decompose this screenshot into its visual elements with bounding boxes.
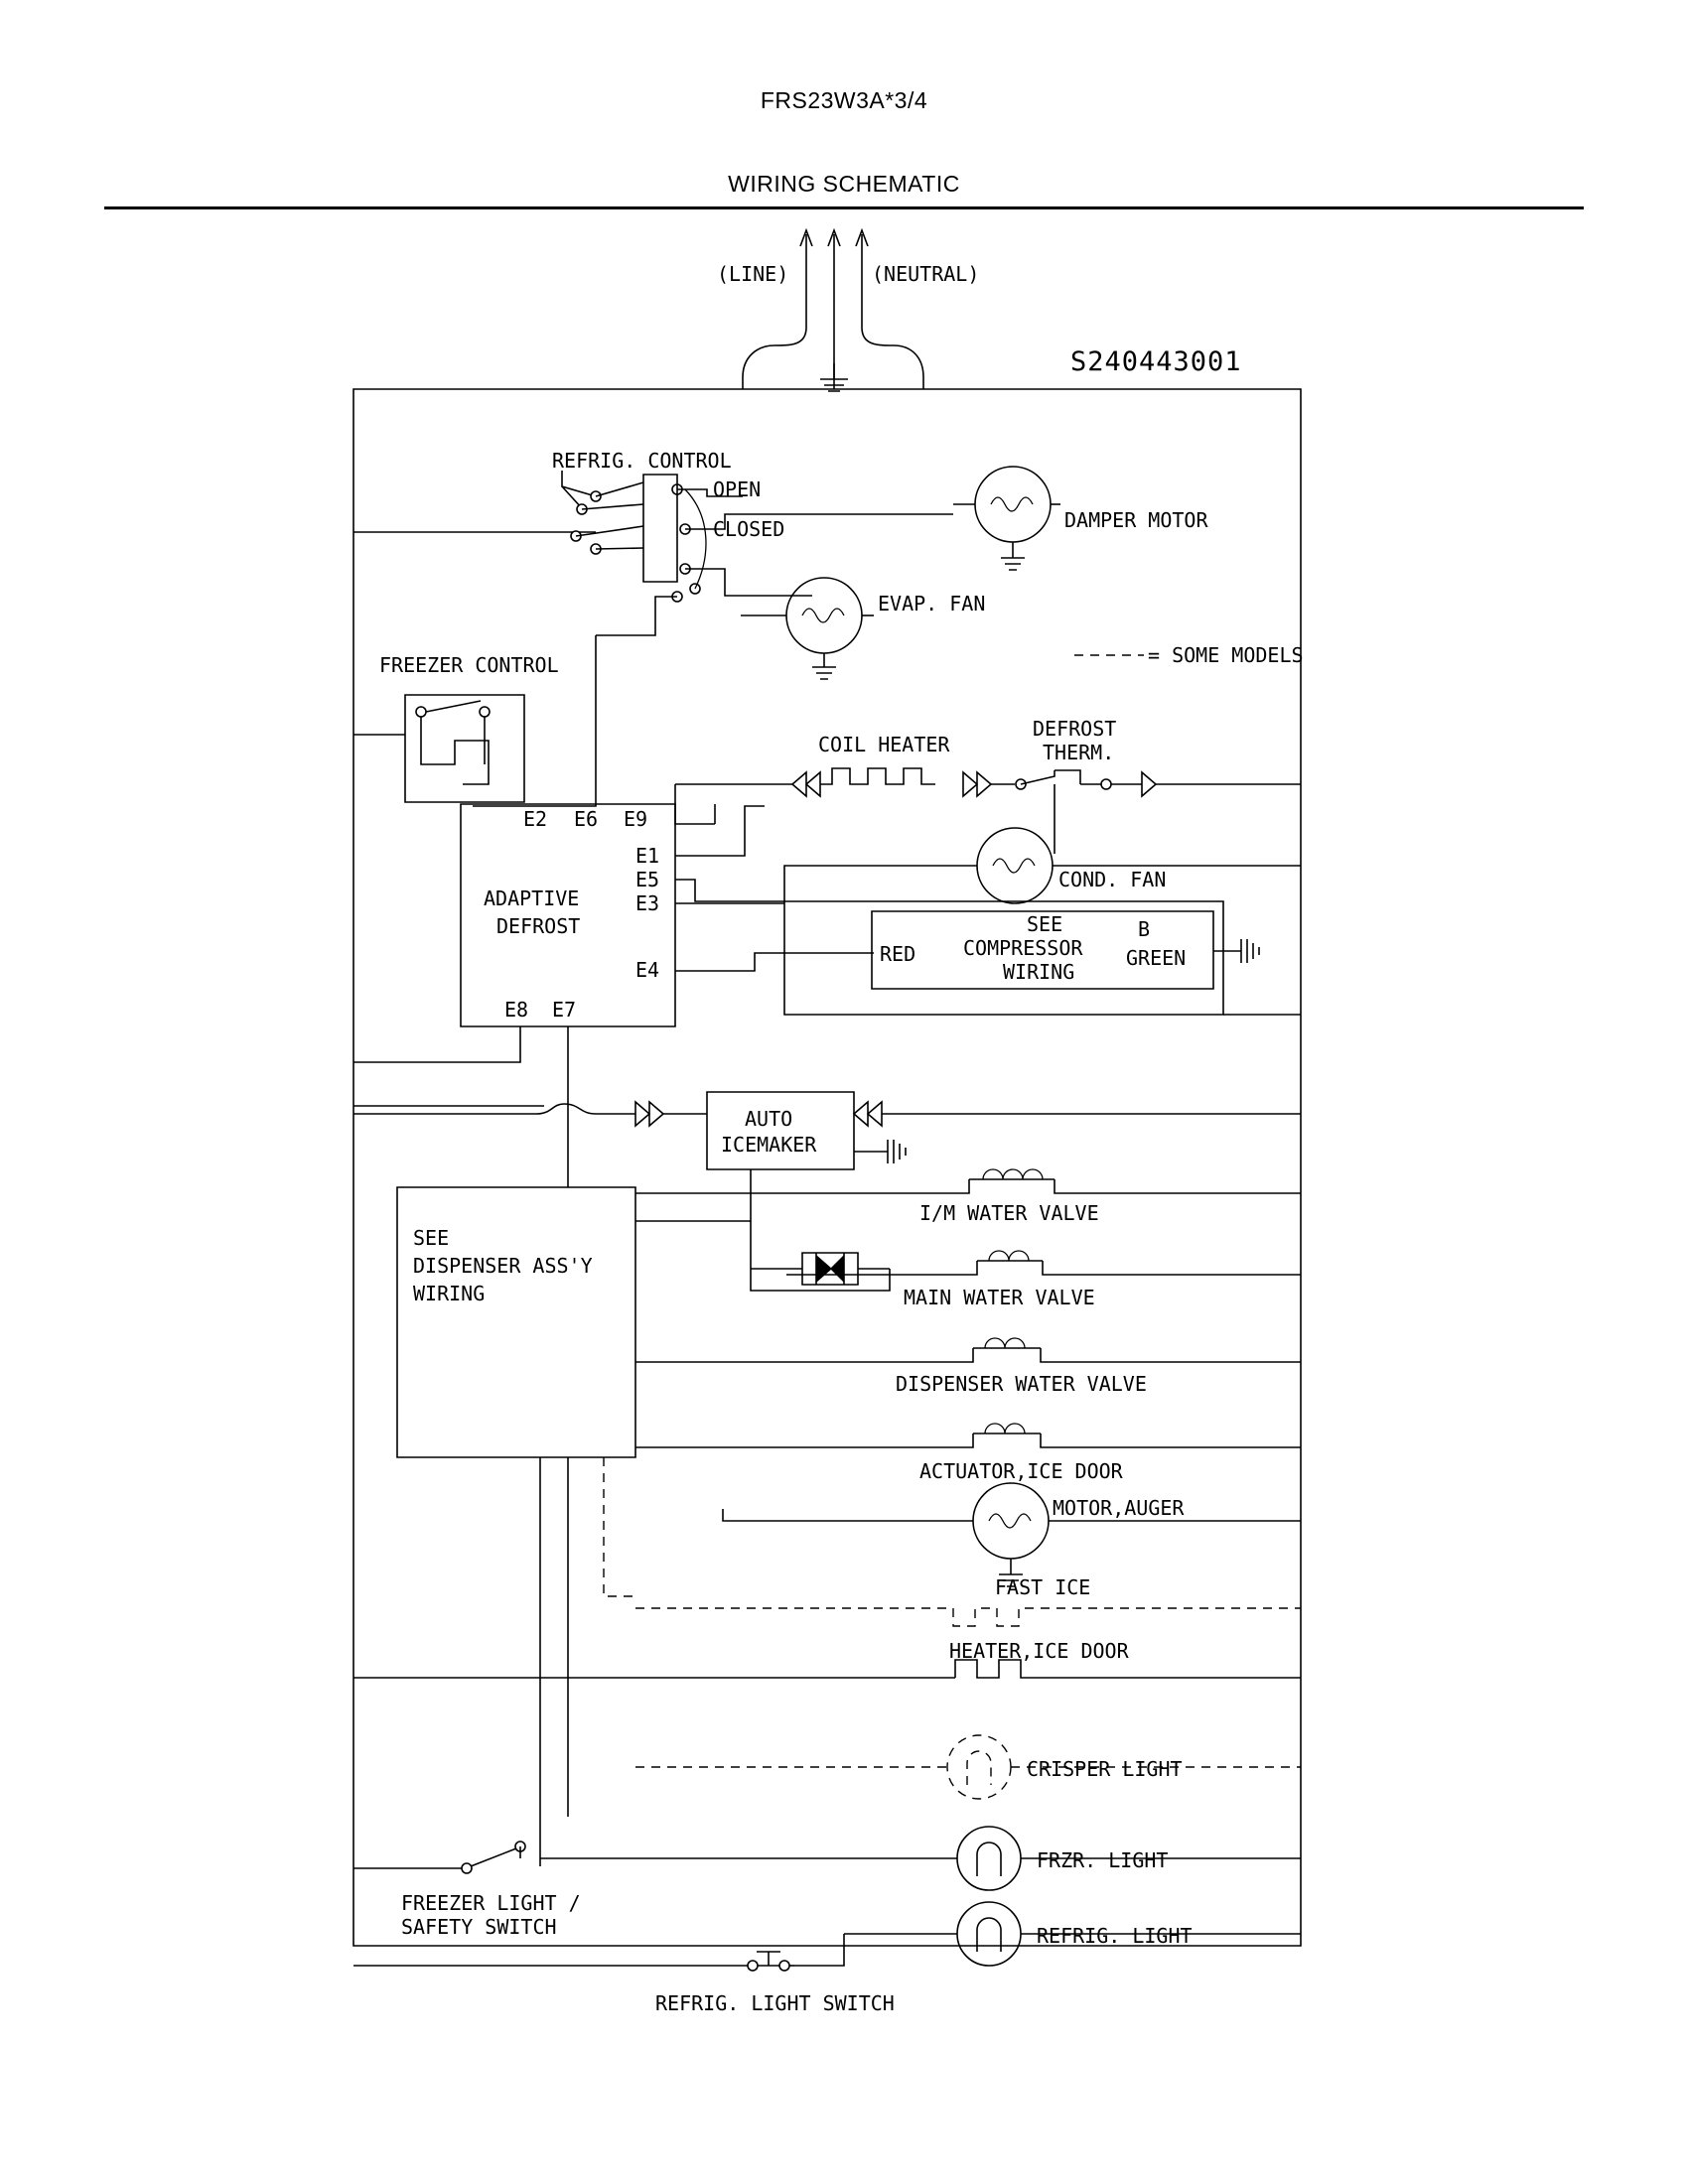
- auto-icemaker-label-1: AUTO: [745, 1107, 793, 1131]
- cond-fan-label: COND. FAN: [1058, 868, 1167, 891]
- compressor-red-label: RED: [880, 942, 916, 966]
- terminal-e7: E7: [552, 998, 577, 1022]
- auto-icemaker-label-2: ICEMAKER: [721, 1133, 817, 1157]
- motor-auger-label: MOTOR,AUGER: [1053, 1496, 1185, 1520]
- damper-motor-symbol: [953, 467, 1060, 570]
- dispenser-wiring-label-1: SEE: [413, 1226, 450, 1250]
- heater-ice-door-label: HEATER,ICE DOOR: [949, 1639, 1129, 1663]
- crisper-light-symbol: [635, 1735, 1301, 1799]
- part-number: S240443001: [1070, 346, 1242, 377]
- terminal-e6: E6: [574, 807, 599, 831]
- freezer-light-switch-label-2: SAFETY SWITCH: [401, 1915, 557, 1939]
- freezer-control-label: FREEZER CONTROL: [379, 653, 559, 677]
- coil-heater-symbol: [675, 768, 1015, 796]
- compressor-b-label: B: [1138, 917, 1151, 941]
- fast-ice-symbol: [635, 1608, 1301, 1626]
- terminal-e5: E5: [635, 868, 660, 891]
- compressor-wiring-label-2: COMPRESSOR: [963, 936, 1083, 960]
- compressor-wiring-label-1: SEE: [1027, 912, 1063, 936]
- adaptive-defrost-label-1: ADAPTIVE: [484, 887, 580, 910]
- im-water-valve-symbol: [635, 1169, 1301, 1193]
- adaptive-defrost-label-2: DEFROST: [496, 914, 581, 938]
- refrig-light-label: REFRIG. LIGHT: [1037, 1924, 1193, 1948]
- neutral-label: (NEUTRAL): [872, 262, 980, 286]
- fast-ice-label: FAST ICE: [995, 1575, 1091, 1599]
- terminal-e2: E2: [523, 807, 548, 831]
- refrig-control-open-label: OPEN: [713, 478, 762, 501]
- frzr-light-symbol: [540, 1827, 1301, 1890]
- terminal-e4: E4: [635, 958, 660, 982]
- refrig-light-switch-label: REFRIG. LIGHT SWITCH: [655, 1991, 895, 2015]
- some-models-label: = SOME MODELS: [1148, 643, 1304, 667]
- freezer-safety-switch-symbol: [353, 1842, 525, 1873]
- compressor-wiring-label-3: WIRING: [1003, 960, 1075, 984]
- main-water-valve-label: MAIN WATER VALVE: [904, 1286, 1095, 1309]
- dispenser-wiring-label-3: WIRING: [413, 1282, 486, 1305]
- page-title: WIRING SCHEMATIC: [728, 171, 960, 197]
- actuator-ice-door-label: ACTUATOR,ICE DOOR: [919, 1459, 1123, 1483]
- line-label: (LINE): [717, 262, 789, 286]
- dispenser-wiring-label-2: DISPENSER ASS'Y: [413, 1254, 593, 1278]
- crisper-light-label: CRISPER LIGHT: [1027, 1757, 1183, 1781]
- dispenser-water-valve-label: DISPENSER WATER VALVE: [896, 1372, 1147, 1396]
- compressor-green-label: GREEN: [1126, 946, 1187, 970]
- damper-motor-label: DAMPER MOTOR: [1064, 508, 1208, 532]
- freezer-light-switch-label-1: FREEZER LIGHT /: [401, 1891, 581, 1915]
- terminal-e9: E9: [624, 807, 648, 831]
- terminal-e8: E8: [504, 998, 529, 1022]
- refrig-light-switch-symbol: [353, 1952, 794, 1971]
- terminal-e1: E1: [635, 844, 660, 868]
- dispenser-water-valve-symbol: [635, 1338, 1301, 1362]
- evap-fan-symbol: [741, 578, 874, 679]
- actuator-ice-door-symbol: [635, 1424, 1301, 1447]
- defrost-therm-label-1: DEFROST: [1033, 717, 1117, 741]
- terminal-e3: E3: [635, 891, 660, 915]
- frzr-light-label: FRZR. LIGHT: [1037, 1848, 1169, 1872]
- im-water-valve-label: I/M WATER VALVE: [919, 1201, 1099, 1225]
- model-number: FRS23W3A*3/4: [760, 87, 928, 113]
- defrost-therm-label-2: THERM.: [1043, 741, 1115, 764]
- coil-heater-label: COIL HEATER: [818, 733, 950, 756]
- main-water-valve-symbol: [751, 1221, 1301, 1291]
- supply-arrows: [800, 230, 868, 298]
- compressor-ground-icon: [1241, 939, 1259, 963]
- evap-fan-label: EVAP. FAN: [878, 592, 986, 615]
- refrig-control-label: REFRIG. CONTROL: [552, 449, 732, 473]
- motor-auger-symbol: [723, 1483, 1301, 1586]
- cond-fan-symbol: [784, 828, 1301, 903]
- auto-icemaker-box: [707, 1092, 854, 1169]
- defrost-thermostat-symbol: [1016, 770, 1301, 854]
- refrig-control-closed-label: CLOSED: [713, 517, 785, 541]
- icemaker-ground-icon: [888, 1140, 906, 1163]
